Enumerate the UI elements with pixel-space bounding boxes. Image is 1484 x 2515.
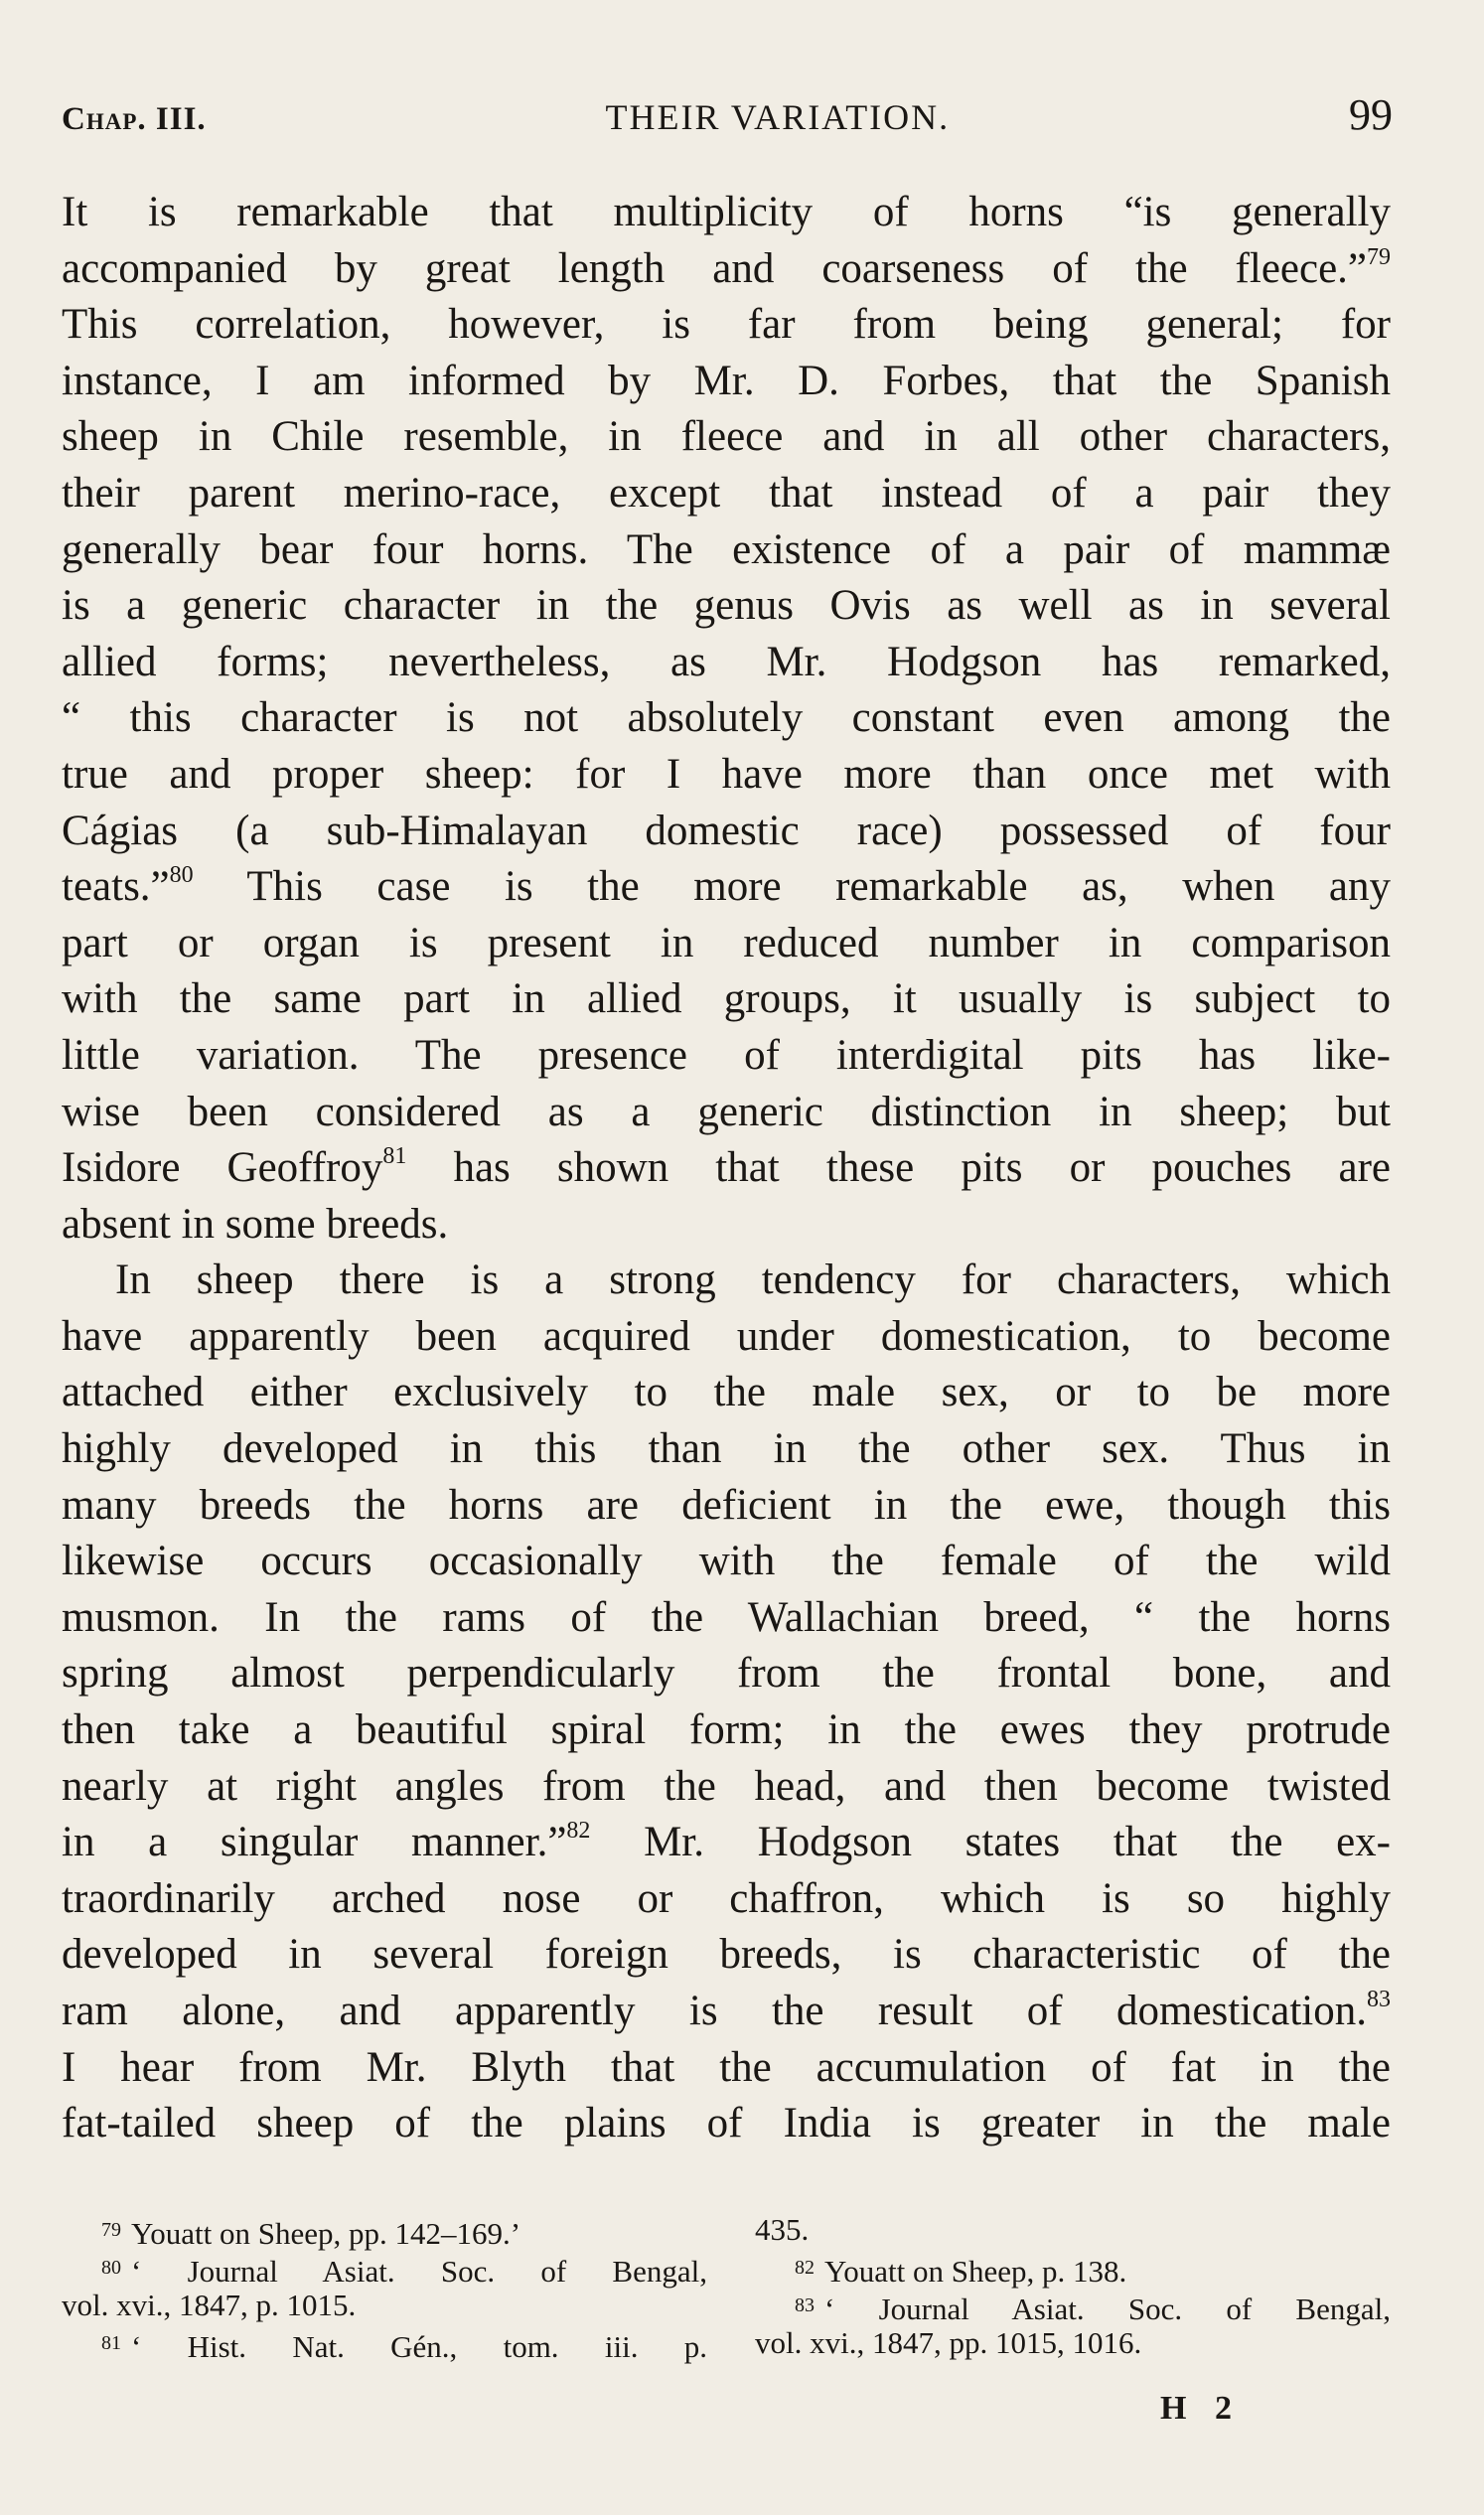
- footnote-ref: 80: [169, 862, 194, 889]
- footnotes: [62, 2211, 1391, 2362]
- footnote-ref: 82: [566, 1818, 591, 1845]
- footnotes-right-column: [755, 2211, 1391, 2362]
- line-text: with the same part in allied groups, it usually is subject to: [62, 975, 1391, 1023]
- text-line: [62, 747, 1391, 804]
- footnote-number: 80: [101, 2257, 121, 2279]
- footnote-text: vol. xvi., 1847, p. 1015.: [62, 2288, 357, 2322]
- text-line: [62, 1421, 1391, 1478]
- footnote-line: [755, 2249, 1391, 2287]
- line-text: teats.”: [62, 863, 170, 911]
- line-text: highly developed in this than in the other sex. Thus in: [62, 1425, 1391, 1473]
- footnote-line: [755, 2211, 1391, 2249]
- signature-mark: H 2: [1160, 2390, 1242, 2427]
- text-line: [62, 690, 1391, 747]
- footnote-text: ‘ Journal Asiat. Soc. of Bengal,: [131, 2254, 707, 2289]
- footnotes-left-column: [62, 2211, 707, 2362]
- text-line: [62, 185, 1391, 241]
- text-line: [62, 578, 1391, 635]
- line-text: Cágias (a sub-Himalayan domestic race) possessed of four: [62, 807, 1391, 854]
- line-text: absent in some breeds.: [62, 1200, 449, 1248]
- text-line: [62, 1534, 1391, 1590]
- text-line: [62, 1309, 1391, 1366]
- line-text: I hear from Mr. Blyth that the accumulation of fat in the: [62, 2043, 1391, 2091]
- line-text: In sheep there is a strong tendency for characters, which: [115, 1257, 1391, 1304]
- line-text: developed in several foreign breeds, is characteristic of the: [62, 1931, 1391, 1979]
- text-line: [62, 409, 1391, 466]
- body-text: [62, 185, 1391, 2152]
- text-line: [62, 1590, 1391, 1647]
- footnote-number: 81: [101, 2332, 121, 2354]
- line-text-cont: Mr. Hodgson states that the ex-: [590, 1819, 1391, 1866]
- footnote-ref: 83: [1367, 1987, 1391, 2012]
- footnote-line: [62, 2211, 707, 2249]
- text-line: [62, 297, 1391, 354]
- footnote-text: Youatt on Sheep, p. 138.: [824, 2254, 1127, 2289]
- text-line: [62, 354, 1391, 410]
- line-text: little variation. The presence of interdigital pits has like-: [62, 1031, 1391, 1079]
- line-text: Isidore Geoffroy: [62, 1144, 383, 1192]
- footnote-line: [755, 2324, 1391, 2362]
- footnote-line: [62, 2249, 707, 2287]
- footnote-text: 435.: [755, 2212, 810, 2247]
- line-text: generally bear four horns. The existence of a pair of mammæ: [62, 525, 1391, 573]
- text-line: [62, 804, 1391, 860]
- footnote-text: ‘ Hist. Nat. Gén., tom. iii. p.: [131, 2329, 707, 2364]
- line-text: sheep in Chile resemble, in fleece and in all other characters,: [62, 413, 1391, 461]
- text-line: [62, 2096, 1391, 2152]
- text-line: [62, 1984, 1391, 2040]
- footnote-line: [755, 2287, 1391, 2324]
- footnote-line: [62, 2287, 707, 2324]
- text-line: [62, 1197, 1391, 1254]
- footnote-number: 79: [101, 2219, 121, 2241]
- footnote-text: vol. xvi., 1847, pp. 1015, 1016.: [755, 2325, 1142, 2360]
- text-line: [62, 1759, 1391, 1816]
- footnote-line: [62, 2324, 707, 2362]
- footnote-number: 83: [795, 2294, 815, 2316]
- line-text: “ this character is not absolutely constant even among the: [62, 694, 1391, 742]
- text-line: [62, 1815, 1391, 1871]
- line-text: then take a beautiful spiral form; in the ewes they protrude: [62, 1706, 1391, 1754]
- footnote-ref: 79: [1367, 243, 1391, 270]
- text-line: [62, 1871, 1391, 1928]
- line-text: their parent merino-race, except that instead of a pair they: [62, 469, 1391, 517]
- line-text: instance, I am informed by Mr. D. Forbes, that the Spanish: [62, 357, 1391, 404]
- line-text: have apparently been acquired under domestication, to become: [62, 1312, 1391, 1360]
- line-text: It is remarkable that multiplicity of horns “is generally: [62, 189, 1391, 235]
- line-text-cont: This case is the more remarkable as, when any: [193, 863, 1391, 911]
- line-text: part or organ is present in reduced number in comparison: [62, 919, 1391, 966]
- text-line: [62, 635, 1391, 691]
- line-text: musmon. In the rams of the Wallachian breed, “ the horns: [62, 1593, 1391, 1641]
- line-text-cont: has shown that these pits or pouches are: [406, 1144, 1391, 1192]
- line-text: nearly at right angles from the head, and then become twisted: [62, 1762, 1391, 1810]
- footnote-ref: 81: [382, 1143, 407, 1170]
- line-text: accompanied by great length and coarseness of the fleece.”: [62, 244, 1367, 292]
- text-line: [62, 466, 1391, 522]
- line-text: traordinarily arched nose or chaffron, which is so highly: [62, 1874, 1391, 1922]
- text-line: [62, 1140, 1391, 1197]
- running-header: [62, 89, 1393, 149]
- line-text: ram alone, and apparently is the result of domestication.: [62, 1988, 1367, 2034]
- text-line: [62, 522, 1391, 579]
- line-text: attached either exclusively to the male sex, or to be more: [62, 1369, 1391, 1416]
- line-text: spring almost perpendicularly from the frontal bone, and: [62, 1650, 1391, 1698]
- text-line: [62, 1646, 1391, 1702]
- line-text: true and proper sheep: for I have more than once met with: [62, 750, 1391, 798]
- line-text: This correlation, however, is far from being general; for: [62, 301, 1391, 349]
- line-text: many breeds the horns are deficient in the ewe, though this: [62, 1481, 1391, 1529]
- footnote-text: Youatt on Sheep, pp. 142–169.’: [131, 2216, 521, 2251]
- chapter-label: Chap. III.: [62, 101, 207, 137]
- line-text: wise been considered as a generic distinction in sheep; but: [62, 1088, 1391, 1135]
- text-line: [62, 1085, 1391, 1141]
- line-text: fat-tailed sheep of the plains of India is greater in the male: [62, 2100, 1391, 2147]
- line-text: is a generic character in the genus Ovis as well as in several: [62, 582, 1391, 630]
- text-line: [62, 1702, 1391, 1759]
- text-line: [62, 1478, 1391, 1535]
- line-text: allied forms; nevertheless, as Mr. Hodgson has remarked,: [62, 638, 1391, 685]
- running-title: THEIR VARIATION.: [605, 97, 951, 137]
- text-line: [62, 1028, 1391, 1085]
- text-line: [62, 241, 1391, 298]
- text-line: [62, 1927, 1391, 1984]
- text-line: [62, 971, 1391, 1028]
- text-line: [62, 1253, 1391, 1309]
- page-number: 99: [1349, 90, 1393, 139]
- line-text: likewise occurs occasionally with the female of the wild: [62, 1538, 1391, 1585]
- text-line: [62, 1365, 1391, 1421]
- line-text: in a singular manner.”: [62, 1819, 567, 1866]
- text-line: [62, 859, 1391, 916]
- text-line: [62, 2040, 1391, 2097]
- footnote-number: 82: [795, 2257, 815, 2279]
- footnote-text: ‘ Journal Asiat. Soc. of Bengal,: [824, 2292, 1391, 2326]
- text-line: [62, 916, 1391, 972]
